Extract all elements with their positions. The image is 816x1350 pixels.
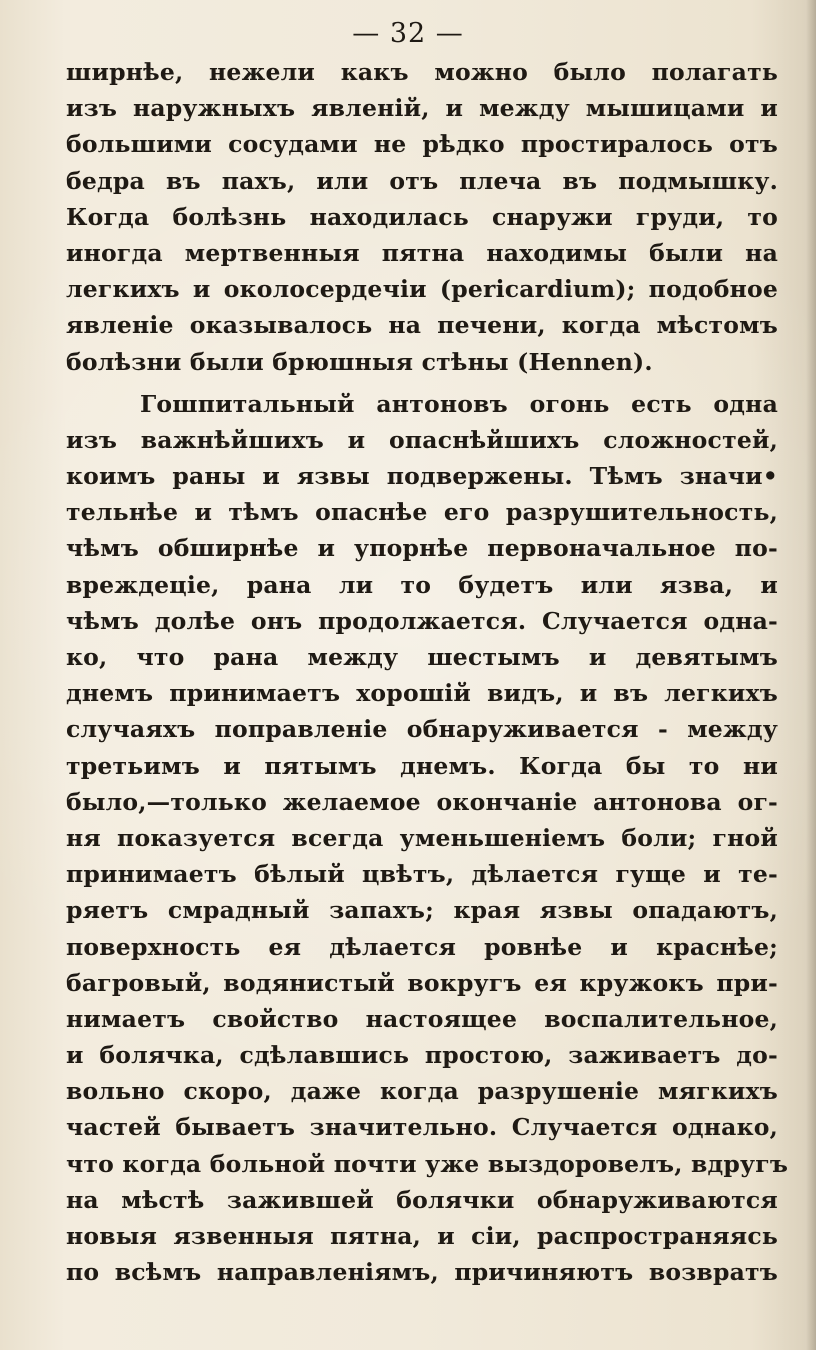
text-line: бедра въ пахъ, или отъ плеча въ подмышку.	[66, 166, 778, 195]
text-line: вольно скоро, даже когда разрушеніе мягкихъ	[66, 1077, 778, 1106]
text-line: большими сосудами не рѣдко простиралось отъ	[66, 130, 778, 159]
text-line: было,—только желаемое окончаніе антонова ог-	[66, 787, 778, 816]
text-line: днемъ принимаетъ хорошій видъ, и въ легкихъ	[66, 679, 778, 708]
page-text	[66, 54, 789, 1290]
text-line: коимъ раны и язвы подвержены. Тѣмъ значи•	[66, 462, 778, 491]
text-line: частей бываетъ значительно. Случается однако,	[66, 1113, 778, 1142]
text-line: ко, что рана между шестымъ и девятымъ	[66, 643, 778, 671]
text-line: багровый, водянистый вокругъ ея кружокъ при-	[66, 968, 778, 997]
text-line: Когда болѣзнь находилась снаружи груди, то	[66, 202, 778, 231]
text-line: изъ наружныхъ явленій, и между мышицами и	[66, 94, 778, 123]
text-line: и болячка, сдѣлавшись простою, заживаетъ до-	[66, 1041, 778, 1070]
text-line: вреждеціе, рана ли то будетъ или язва, и	[66, 570, 778, 599]
text-line: поверхность ея дѣлается ровнѣе и краснѣе;	[66, 932, 778, 961]
text-line: на мѣстѣ зажившей болячки обнаруживаются	[66, 1185, 778, 1214]
text-line: ряетъ смрадный запахъ; края язвы опадаютъ,	[66, 896, 778, 925]
text-line: иногда мертвенныя пятна находимы были на	[66, 238, 778, 267]
text-line: чѣмъ обширнѣе и упорнѣе первоначальное по-	[66, 534, 778, 563]
text-line: нимаетъ свойство настоящее воспалительное,	[66, 1004, 778, 1033]
text-line: легкихъ и околосердечіи (pericardium); подобное	[66, 275, 778, 304]
text-line: Гошпитальный антоновъ огонь есть одна	[140, 389, 778, 418]
text-line: чѣмъ долѣе онъ продолжается. Случается одна-	[66, 606, 778, 635]
text-line: болѣзни были брюшныя стѣны (Hennen).	[66, 347, 653, 376]
text-line: третьимъ и пятымъ днемъ. Когда бы то ни	[66, 751, 778, 780]
text-line: новыя язвенныя пятна, и сіи, распространяясь	[66, 1222, 778, 1250]
text-line: явленіе оказывалось на печени, когда мѣстомъ	[66, 311, 778, 340]
page-number: — 32 —	[352, 18, 464, 49]
text-line: случаяхъ поправленіе обнаруживается - между	[66, 715, 778, 744]
text-line: ня показуется всегда уменьшеніемъ боли; гной	[66, 823, 778, 852]
text-line: тельнѣе и тѣмъ опаснѣе его разрушительность,	[66, 498, 778, 527]
text-line: по всѣмъ направленіямъ, причиняютъ возвратъ	[66, 1258, 778, 1287]
text-line: изъ важнѣйшихъ и опаснѣйшихъ сложностей,	[66, 425, 778, 454]
text-line: ширнѣе, нежели какъ можно было полагать	[66, 58, 778, 86]
page-edge-shadow	[806, 0, 816, 1350]
text-line: что когда больной почти уже выздоровелъ, вдругъ	[66, 1149, 789, 1178]
text-line: принимаетъ бѣлый цвѣтъ, дѣлается гуще и те-	[66, 860, 778, 889]
